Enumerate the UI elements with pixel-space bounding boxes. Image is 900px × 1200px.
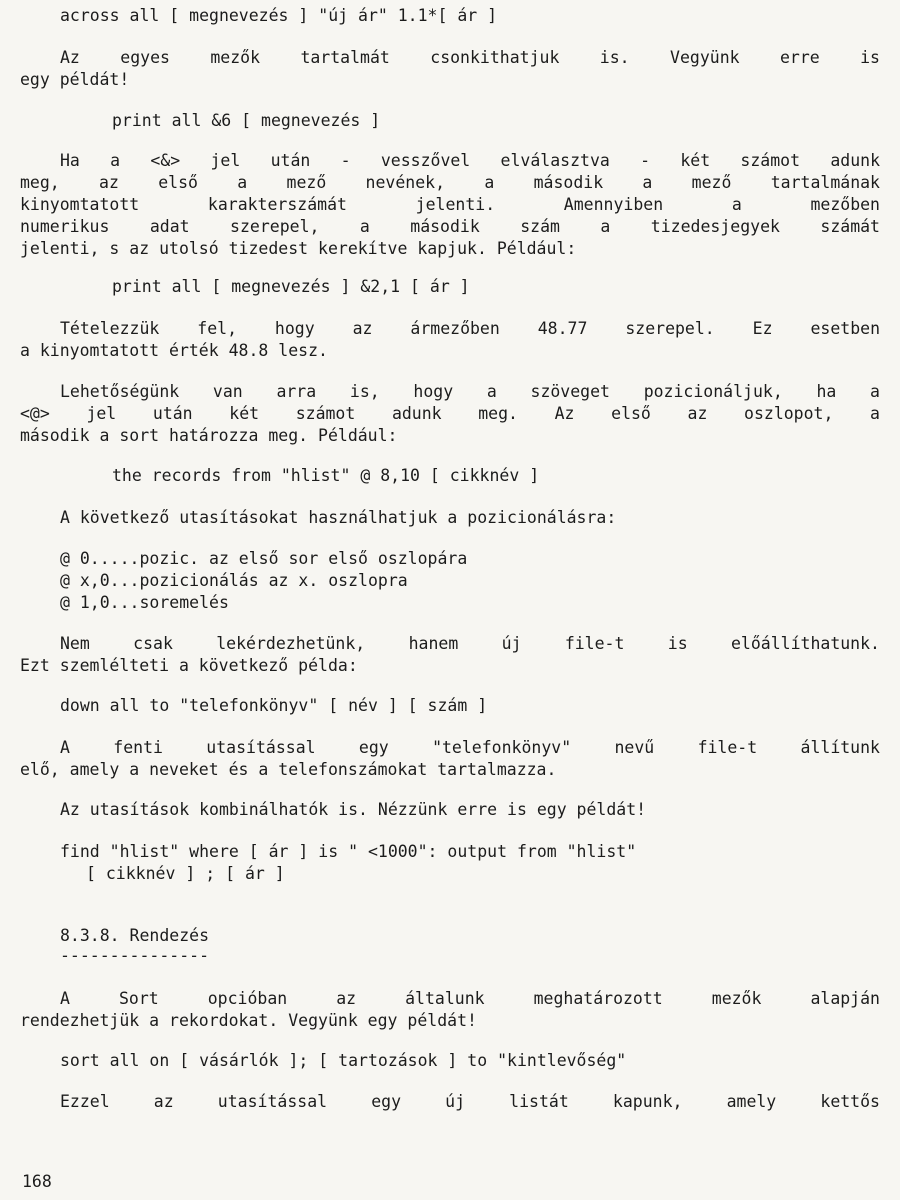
code-line: find "hlist" where [ ár ] is " <1000": output from "hlist" xyxy=(60,842,637,861)
paragraph-line: A fenti utasítással egy "telefonkönyv" nevű file-t állítunk xyxy=(60,738,880,757)
paragraph-line: kinyomtatott karakterszámát jelenti. Amennyiben a mezőben xyxy=(20,195,880,214)
paragraph-line: meg, az első a mező nevének, a második a mező tartalmának xyxy=(20,173,880,192)
paragraph-line: A következő utasításokat használhatjuk a pozicionálásra: xyxy=(60,508,617,527)
paragraph-line: A Sort opcióban az általunk meghatározott mezők alapján xyxy=(60,989,880,1008)
paragraph-line: jelenti, s az utolsó tizedest kerekítve kapjuk. Például: xyxy=(20,239,577,258)
list-item: @ 1,0...soremelés xyxy=(60,593,229,612)
code-line: the records from "hlist" @ 8,10 [ cikknév ] xyxy=(112,466,540,485)
paragraph-line: Az egyes mezők tartalmát csonkithatjuk is. Vegyünk erre is xyxy=(60,48,880,67)
code-line: down all to "telefonkönyv" [ név ] [ szám ] xyxy=(60,696,488,715)
paragraph-line: elő, amely a neveket és a telefonszámokat tartalmazza. xyxy=(20,760,557,779)
code-line: print all [ megnevezés ] &2,1 [ ár ] xyxy=(112,277,470,296)
paragraph-line: Ezt szemlélteti a következő példa: xyxy=(20,656,358,675)
paragraph-line: numerikus adat szerepel, a második szám a tizedesjegyek számát xyxy=(20,217,880,236)
paragraph-line: Ha a <&> jel után - vesszővel elválasztva - két számot adunk xyxy=(60,151,880,170)
code-line: across all [ megnevezés ] "új ár" 1.1*[ ár ] xyxy=(60,6,498,25)
paragraph-line: Nem csak lekérdezhetünk, hanem új file-t is előállíthatunk. xyxy=(60,634,880,653)
paragraph-line: Lehetőségünk van arra is, hogy a szöveget pozicionáljuk, ha a xyxy=(60,382,880,401)
paragraph-line: <@> jel után két számot adunk meg. Az első az oszlopot, a xyxy=(20,404,880,423)
heading-underline: --------------- xyxy=(60,946,210,965)
paragraph-line: Az utasítások kombinálhatók is. Nézzünk erre is egy példát! xyxy=(60,800,647,819)
code-line: sort all on [ vásárlók ]; [ tartozások ] to "kintlevőség" xyxy=(60,1051,627,1070)
page-number: 168 xyxy=(22,1172,52,1191)
paragraph-line: második a sort határozza meg. Például: xyxy=(20,426,398,445)
list-item: @ 0.....pozic. az első sor első oszlopára xyxy=(60,549,468,568)
list-item: @ x,0...pozicionálás az x. oszlopra xyxy=(60,571,408,590)
paragraph-line: egy példát! xyxy=(20,70,130,89)
paragraph-line: a kinyomtatott érték 48.8 lesz. xyxy=(20,341,328,360)
code-line: [ cikknév ] ; [ ár ] xyxy=(86,864,285,883)
paragraph-line: rendezhetjük a rekordokat. Vegyünk egy példát! xyxy=(20,1011,477,1030)
section-heading: 8.3.8. Rendezés xyxy=(60,926,210,945)
paragraph-line: Ezzel az utasítással egy új listát kapunk, amely kettős xyxy=(60,1092,880,1111)
code-line: print all &6 [ megnevezés ] xyxy=(112,111,381,130)
paragraph-line: Tételezzük fel, hogy az ármezőben 48.77 szerepel. Ez esetben xyxy=(60,319,880,338)
